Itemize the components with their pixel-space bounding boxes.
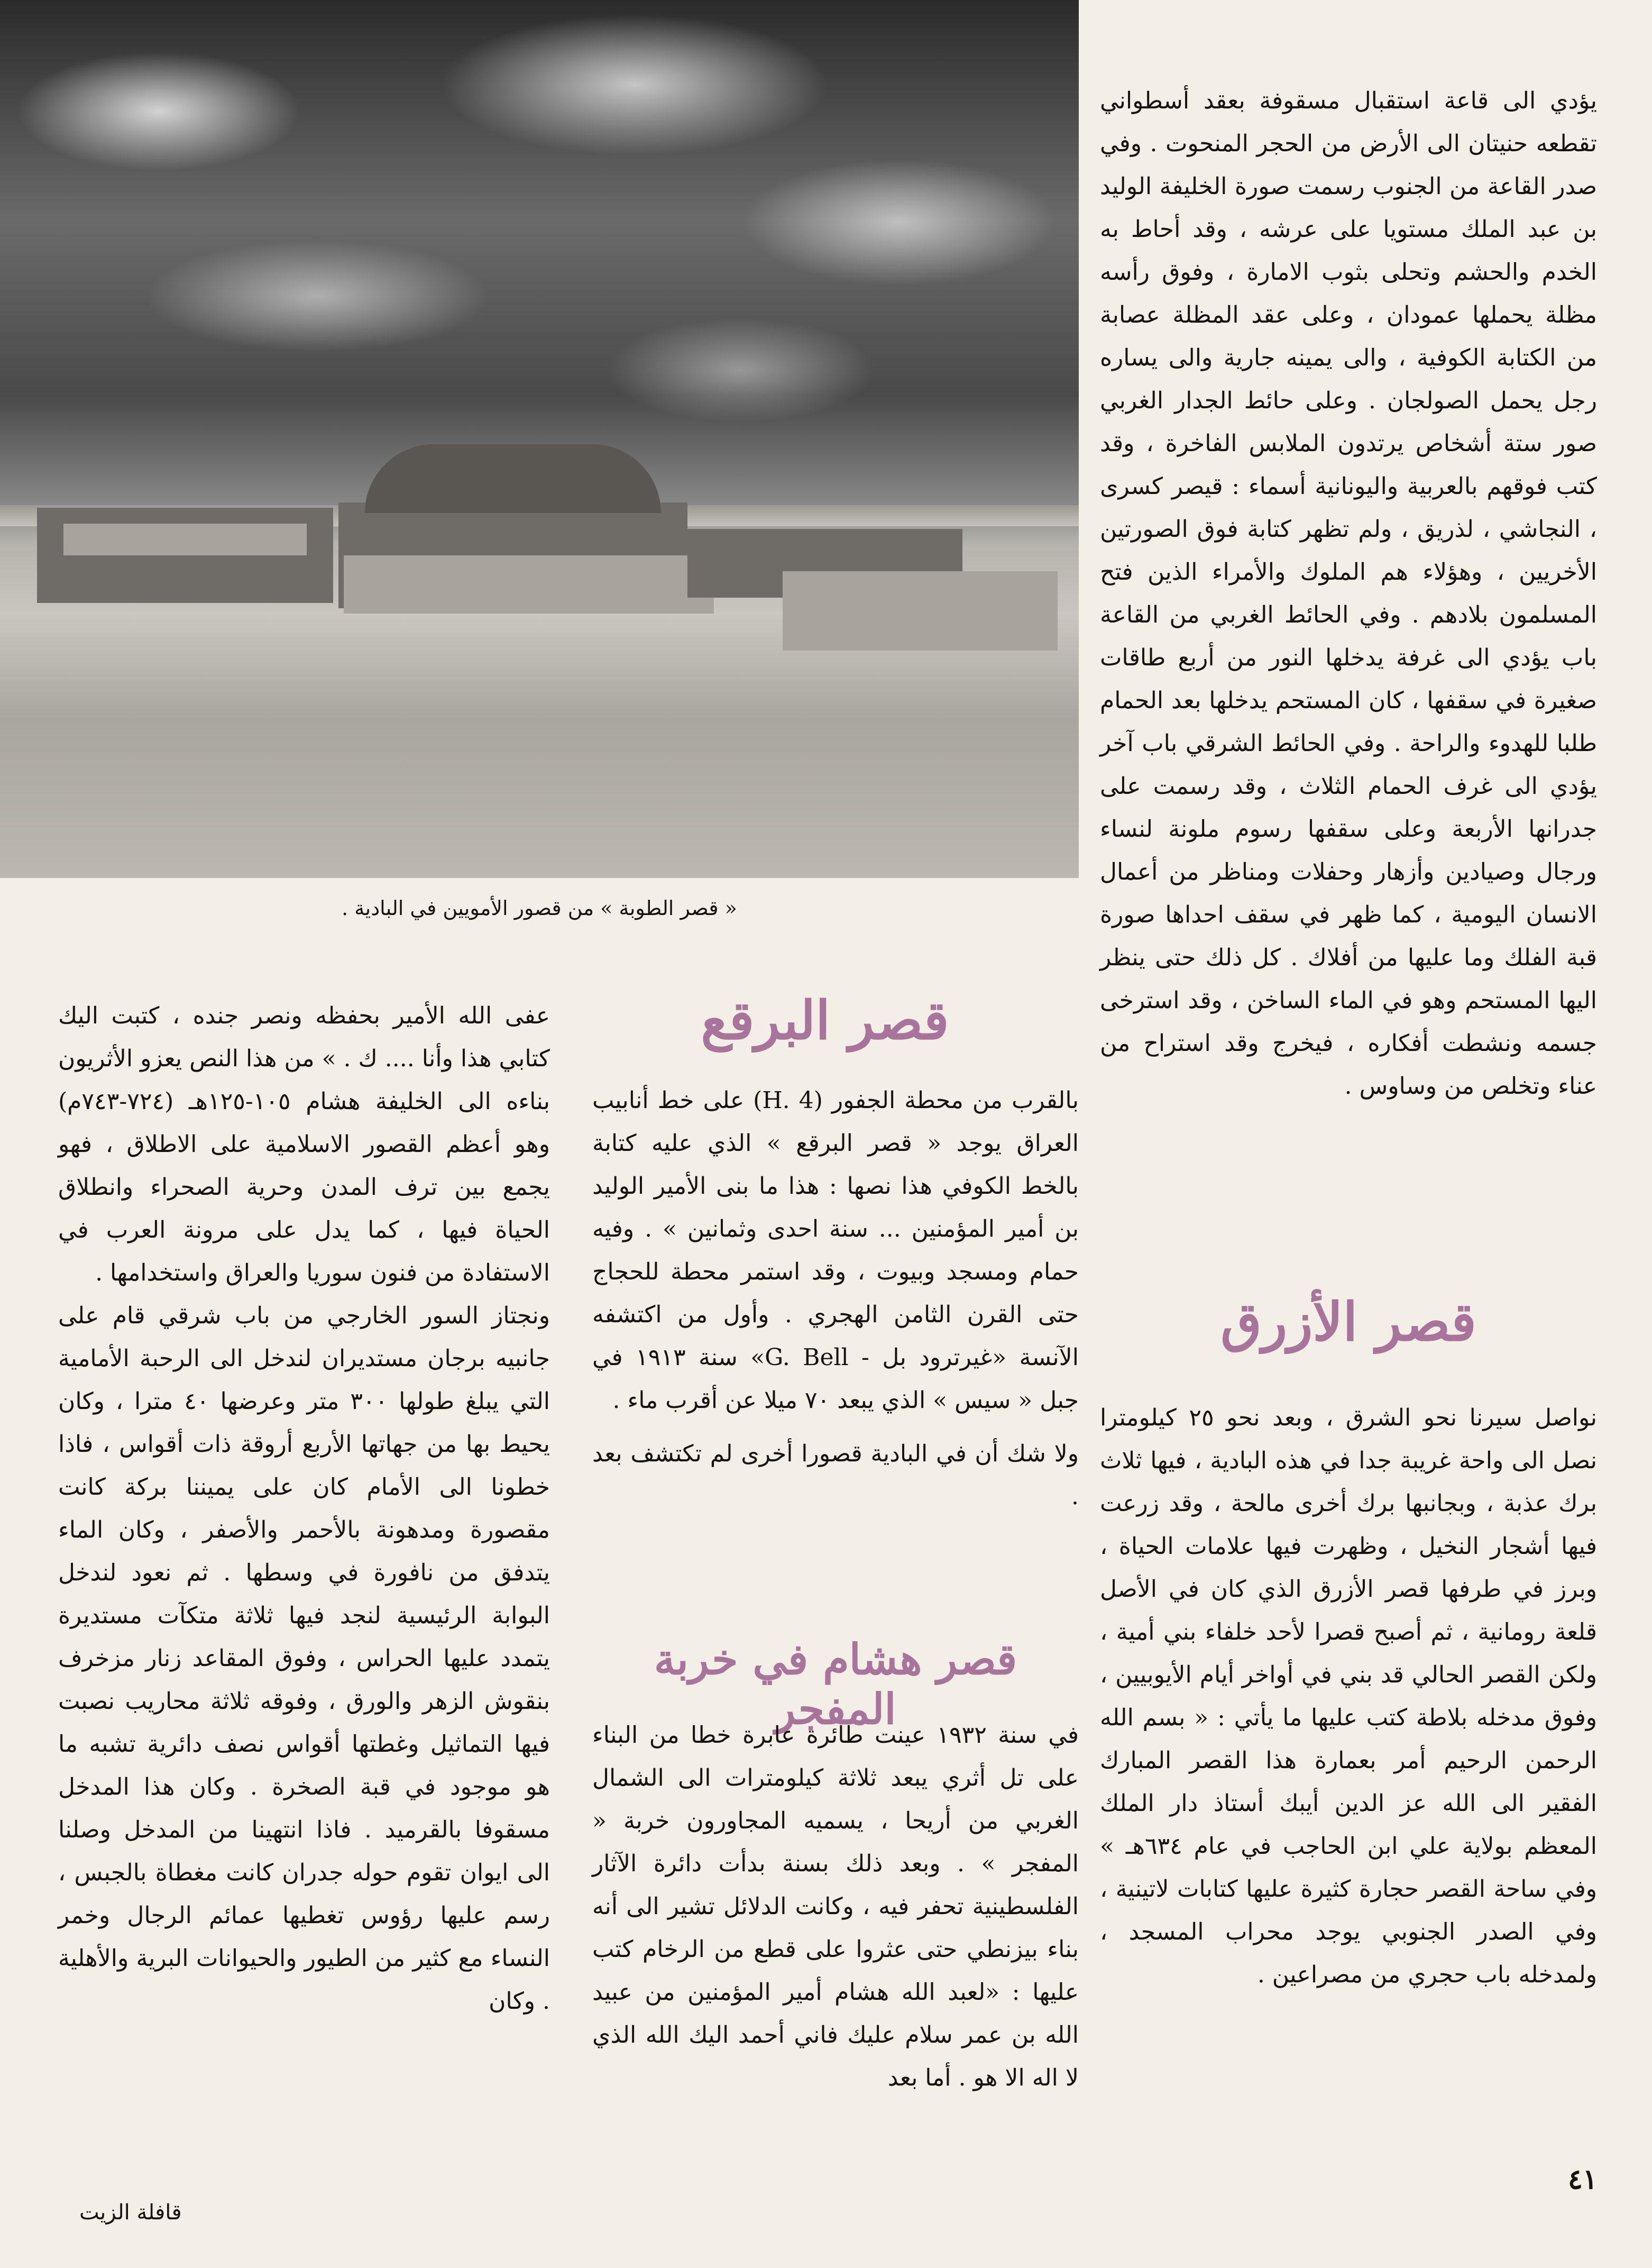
paragraph: في سنة ١٩٣٢ عينت طائرة عابرة خطا من البناء على تل أثري يبعد ثلاثة كيلومترات الى الشمال الغربي من أريحا ، يسميه المجاورون خربة « المفجر » . وبعد ذلك بسنة بدأت دائرة الآثار الفلسطينية تحفر فيه ، وكانت الدلائل تشير الى أنه بناء بيزنطي حتى عثروا على قطع من الرخام كتب عليها : «لعبد الله هشام أمير المؤمنين من عبيد الله بن عمر سلام عليك فاني أحمد اليك الله الذي لا اله الا هو . أما بعد [592, 1722, 1079, 2091]
paragraph: يؤدي الى قاعة استقبال مسقوفة بعقد أسطواني تقطعه حنيتان الى الأرض من الحجر المنحوت . وفي صدر القاعة من الجنوب رسمت صورة الخليفة الوليد بن عبد الملك مستويا على عرشه ، وقد أحاط به الخدم والحشم وتحلى بثوب الامارة ، وفوق رأسه مظلة يحملها عمودان ، وعلى عقد المظلة عصابة من الكتابة الكوفية ، والى يمينه جارية والى يساره رجل يحمل الصولجان . وعلى حائط الجدار الغربي صور ستة أشخاص يرتدون الملابس الفاخرة ، وقد كتب فوقهم بالعربية واليونانية أسماء : قيصر كسرى ، النجاشي ، لذريق ، ولم تظهر كتابة فوق الصورتين الأخريين ، وهؤلاء هم الملوك والأمراء الذين فتح المسلمون بلادهم . وفي الحائط الغربي من القاعة باب يؤدي الى غرفة يدخلها النور من أربع طاقات صغيرة في سقفها ، كان المستحم يدخلها بعد الحمام طلبا للهدوء والراحة . وفي الحائط الشرقي باب آخر يؤدي الى غرف الحمام الثلاث ، وقد رسمت على جدرانها الأربعة وعلى سقفها رسوم ملونة لنساء ورجال وصيادين وأزهار وحفلات ومناظر من أعمال الانسان اليومية ، كما ظهر في سقف احداها صورة قبة الفلك وما عليها من أفلاك . كل ذلك حتى ينظر اليها المستحم وهو في الماء الساخن ، وقد استرخى جسمه ونشطت أفكاره ، فيخرج وقد استراح من عناء وتخلص من وساوس . [1100, 87, 1597, 1100]
column-middle [592, 1079, 1079, 1518]
section-heading-hisham: قصر هشام في خربة المفجر [654, 1634, 1017, 1734]
ruin-wall-far-right [783, 571, 1058, 651]
magazine-name: قافلة الزيت [79, 2200, 182, 2225]
ruin-wall-left [37, 508, 333, 603]
paragraph: عفى الله الأمير بحفظه ونصر جنده ، كتبت اليك كتابي هذا وأنا .... ك . » من هذا النص يعزو الأثريون بناءه الى الخليفة هشام ١٠٥-١٢٥هـ (٧٢٤-٧٤٣م) وهو أعظم القصور الاسلامية على الاطلاق ، فهو يجمع بين ترف المدن وحرية الصحراء وانطلاق الحياة فيها ، كما يدل على مرونة العرب في الاستفادة من فنون سوريا والعراق واستخدامها . [58, 1002, 550, 1286]
paragraph: نواصل سيرنا نحو الشرق ، وبعد نحو ٢٥ كيلومترا نصل الى واحة غريبة جدا في هذه البادية ، فيها ثلاث برك عذبة ، وبجانبها برك أخرى مالحة ، وقد زرعت فيها أشجار النخيل ، وظهرت فيها علامات الحياة ، وبرز في طرفها قصر الأزرق الذي كان في الأصل قلعة رومانية ، ثم أصبح قصرا لأحد خلفاء بني أمية ، ولكن القصر الحالي قد بني في أواخر أيام الأيوبيين ، وفوق مدخله بلاطة كتب عليها ما يأتي : « بسم الله الرحمن الرحيم أمر بعمارة هذا القصر المبارك الفقير الى الله عز الدين أيبك أستاذ دار الملك المعظم بولاية علي ابن الحاجب في عام ٦٣٤هـ » وفي ساحة القصر حجارة كثيرة عليها كتابات لاتينية ، وفي الصدر الجنوبي يوجد محراب المسجد ، ولمدخله باب حجري من مصراعين . [1100, 1404, 1598, 1988]
paragraph: بالقرب من محطة الجفور (H. 4) على خط أنابيب العراق يوجد « قصر البرقع » الذي عليه كتابة بالخط الكوفي هذا نصها : هذا ما بنى الأمير الوليد بن أمير المؤمنين ... سنة احدى وثمانين » . وفيه حمام ومسجد وبيوت ، وقد استمر محطة للحجاج حتى القرن الثامن الهجري . وأول من اكتشفه الآنسة «غيرترود بل - G. Bell» سنة ١٩١٣ في جبل « سيس » الذي يبعد ٧٠ ميلا عن أقرب ماء . [592, 1087, 1079, 1414]
column-right [1100, 79, 1597, 1108]
ruin-wall-left-face [63, 524, 307, 555]
column-right-lower [1100, 1396, 1597, 1996]
column-left [58, 994, 550, 2023]
desert-palace-photo [0, 0, 1079, 878]
paragraph: ولا شك أن في البادية قصورا أخرى لم تكتشف بعد . [592, 1440, 1079, 1510]
photo-caption: « قصر الطوبة » من قصور الأمويين في البادية . [342, 897, 737, 920]
paragraph: ونجتاز السور الخارجي من باب شرقي قام على جانبيه برجان مستديران لندخل الى الرحبة الأمامية التي يبلغ طولها ٣٠٠ متر وعرضها ٤٠ مترا ، وكان يحيط بها من جهاتها الأربع أروقة ذات أقواس ، فاذا خطونا الى الأمام كان على يميننا بركة كانت مقصورة ومدهونة بالأحمر والأصفر ، وكان الماء يتدفق من نافورة في وسطها . ثم نعود لندخل البوابة الرئيسية لنجد فيها ثلاثة متكآت مستديرة يتمدد عليها الحراس ، وفوق المقاعد زنار مزخرف بنقوش الزهر والورق ، وفوقه ثلاثة محاريب نصبت فيها التماثيل وغطتها أقواس نصف دائرية تشبه ما هو موجود في قبة الصخرة . وكان هذا المدخل مسقوفا بالقرميد . فاذا انتهينا من المدخل وصلنا الى ايوان تقوم حوله جدران كانت مغطاة بالجبس ، رسم عليها رؤوس تغطيها عمائم الرجال وخمر النساء مع كثير من الطيور والحيوانات البرية والأهلية . وكان [58, 1302, 550, 2015]
page-number: ٤١ [1568, 2163, 1598, 2196]
section-heading-burqu: قصر البرقع [701, 989, 949, 1051]
column-middle-lower [592, 1714, 1079, 2099]
ruin-front-wall [344, 555, 714, 614]
ruin-vaulted-roof [365, 444, 661, 513]
section-heading-azraq: قصر الأزرق [1220, 1291, 1476, 1353]
